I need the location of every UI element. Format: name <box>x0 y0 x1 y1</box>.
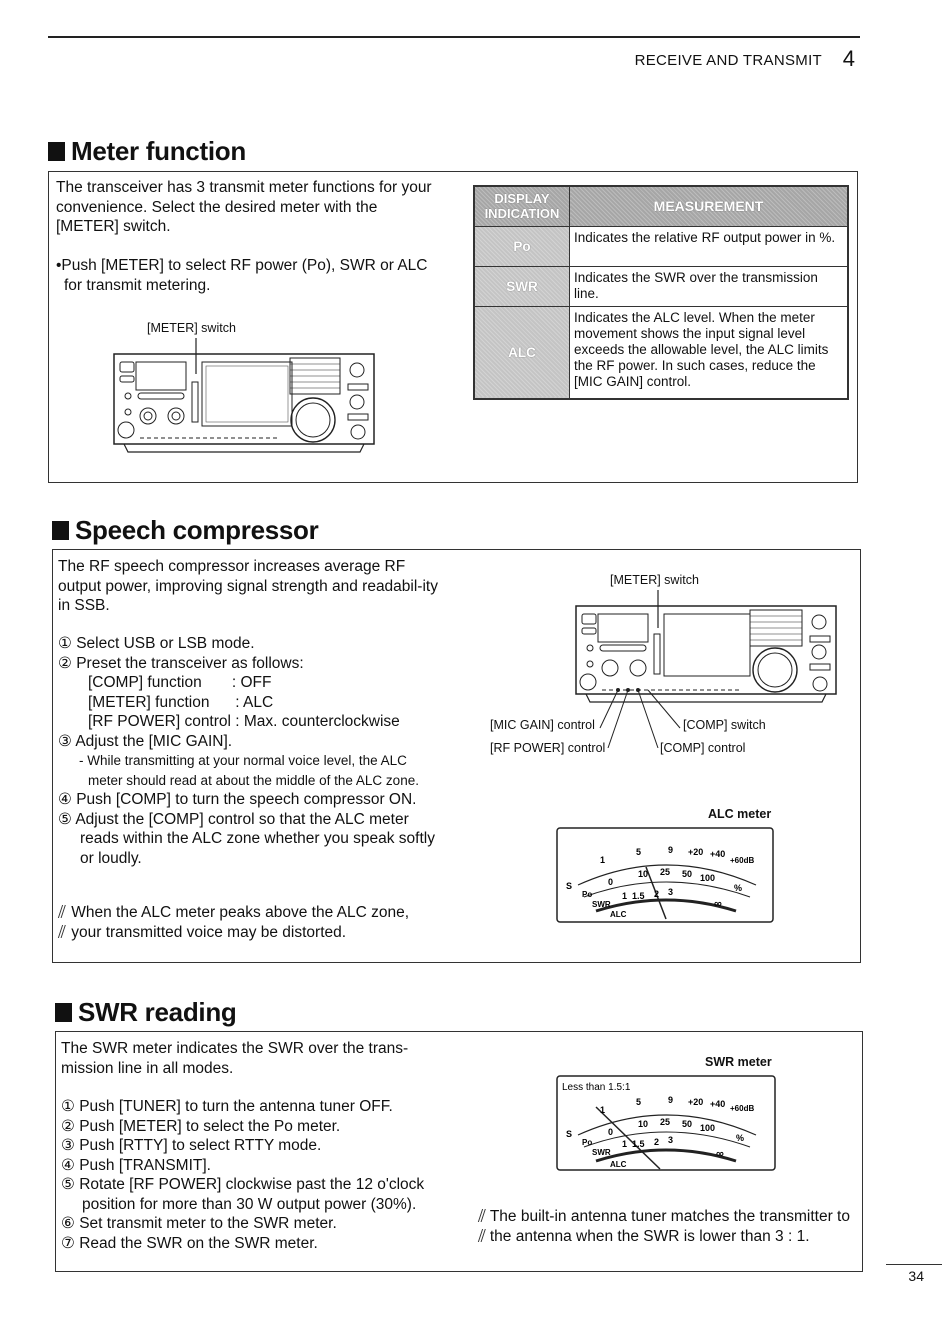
scale-alc: ALC <box>610 910 627 919</box>
chapter-number: 4 <box>842 46 855 71</box>
swr-steps <box>61 1097 446 1253</box>
section-square-icon <box>48 142 65 161</box>
table-cell-swr: SWR <box>474 266 570 306</box>
svg-text:5: 5 <box>636 1097 642 1107</box>
page-number-rule <box>886 1264 942 1265</box>
swr-step-5: ⑤ Rotate [RF POWER] clockwise past the 12 o'clock position for more than 30 W output power (30%). <box>61 1176 425 1213</box>
svg-text:Po: Po <box>582 1138 593 1147</box>
speech-note: ⫽ ⫽ When the ALC meter peaks above the ALC zone, your transmitted voice may be distorted. <box>58 902 410 942</box>
preset-rf-power: [RF POWER] control : Max. counterclockwise <box>88 713 400 730</box>
svg-text:ALC: ALC <box>610 1160 627 1169</box>
scale-po-0: 0 <box>608 877 614 887</box>
swr-step-7: ⑦ Read the SWR on the SWR meter. <box>61 1234 318 1252</box>
speech-steps <box>58 634 443 868</box>
scale-s-9: 9 <box>668 845 674 855</box>
table-cell-po-text: Indicates the relative RF output power in %. <box>570 226 849 266</box>
scale-s-60: +60dB <box>730 856 755 865</box>
svg-text:S: S <box>566 1129 573 1139</box>
section-title-speech-compressor: Speech compressor <box>52 515 318 546</box>
section-title-swr-reading: SWR reading <box>55 997 237 1028</box>
speech-step-4: ④ Push [COMP] to turn the speech compressor ON. <box>58 791 417 808</box>
scale-swr-1: 1 <box>622 891 628 901</box>
note-icon: ⫽ ⫽ <box>58 902 67 942</box>
scale-swr-2: 2 <box>654 889 660 899</box>
svg-text:1: 1 <box>622 1139 628 1149</box>
scale-po-50: 50 <box>682 869 693 879</box>
scale-po-10: 10 <box>638 869 649 879</box>
svg-text:100: 100 <box>700 1123 716 1133</box>
swr-step-3: ③ Push [RTTY] to select RTTY mode. <box>61 1137 322 1154</box>
rf-power-label: [RF POWER] control <box>490 741 606 755</box>
swr-meter-title: SWR meter <box>705 1055 772 1069</box>
scale-swr-15: 1.5 <box>632 891 645 901</box>
svg-text:1.5: 1.5 <box>632 1139 645 1149</box>
table-cell-alc: ALC <box>474 306 570 399</box>
svg-text:9: 9 <box>668 1095 674 1105</box>
scale-swr-3: 3 <box>668 887 674 897</box>
svg-text:1: 1 <box>600 1105 606 1115</box>
preset-comp: [COMP] function : OFF <box>88 674 272 691</box>
svg-text:2: 2 <box>654 1137 660 1147</box>
meter-switch-label: [METER] switch <box>147 321 236 335</box>
table-cell-po: Po <box>474 226 570 266</box>
svg-text:50: 50 <box>682 1119 693 1129</box>
alc-meter-illustration <box>556 827 776 925</box>
page-number: 34 <box>908 1268 924 1284</box>
swr-intro: The SWR meter indicates the SWR over the trans-mission line in all modes. <box>61 1040 409 1077</box>
scale-swr-inf: ∞ <box>714 898 722 910</box>
scale-po: Po <box>582 890 593 899</box>
meter-indication-table <box>473 185 849 400</box>
scale-s-40: +40 <box>710 849 726 859</box>
swr-step-1: ① Push [TUNER] to turn the antenna tuner OFF. <box>61 1098 393 1115</box>
svg-text:+40: +40 <box>710 1099 726 1109</box>
scale-s: S <box>566 881 573 891</box>
table-cell-alc-text: Indicates the ALC level. When the meter movement shows the input signal level exceeds the allowable level, the ALC limits the RF power. In such cases, reduce the [MIC GAIN] control. <box>570 306 849 399</box>
svg-text:3: 3 <box>668 1135 674 1145</box>
swr-meter-illustration <box>556 1075 778 1173</box>
scale-s-5: 5 <box>636 847 642 857</box>
alc-meter-title: ALC meter <box>708 807 772 821</box>
speech-step-3: ③ Adjust the [MIC GAIN]. <box>58 732 233 750</box>
transceiver-illustration <box>110 334 380 456</box>
swr-step-2: ② Push [METER] to select the Po meter. <box>61 1117 341 1135</box>
note-icon: ⫽ ⫽ <box>478 1206 487 1246</box>
svg-text:∞: ∞ <box>716 1148 724 1160</box>
comp-control-label: [COMP] control <box>660 741 746 755</box>
scale-swr: SWR <box>592 900 611 909</box>
svg-text:+20: +20 <box>688 1097 704 1107</box>
meter-bullet: •Push [METER] to select RF power (Po), SWR or ALC for transmit metering. <box>56 257 428 294</box>
swr-step-4: ④ Push [TRANSMIT]. <box>61 1156 211 1174</box>
svg-text:25: 25 <box>660 1117 671 1127</box>
section-square-icon <box>55 1003 72 1022</box>
swr-step-6: ⑥ Set transmit meter to the SWR meter. <box>61 1215 337 1232</box>
swr-note: ⫽ ⫽ The built-in antenna tuner matches the transmitter to the antenna when the SWR is lower than 3 : 1. <box>478 1206 850 1246</box>
scale-po-100: 100 <box>700 873 716 883</box>
table-header-measurement: MEASUREMENT <box>570 186 849 226</box>
section-title-meter-function: Meter function <box>48 136 246 167</box>
speech-step-1: ① Select USB or LSB mode. <box>58 635 255 652</box>
svg-text:%: % <box>736 1133 745 1143</box>
speech-step-3-note: - While transmitting at your normal voice level, the ALC meter should read at about the middle of the ALC zone. <box>79 753 419 788</box>
running-header: RECEIVE AND TRANSMIT <box>634 52 822 69</box>
top-rule <box>48 36 860 38</box>
swr-meter-caption: Less than 1.5:1 <box>562 1082 631 1093</box>
speech-step-2: ② Preset the transceiver as follows: <box>58 654 304 672</box>
table-cell-swr-text: Indicates the SWR over the transmission line. <box>570 266 849 306</box>
svg-text:10: 10 <box>638 1119 649 1129</box>
meter-switch-label-2: [METER] switch <box>610 573 699 587</box>
svg-text:0: 0 <box>608 1127 614 1137</box>
svg-text:SWR: SWR <box>592 1148 611 1157</box>
speech-step-5: ⑤ Adjust the [COMP] control so that the ALC meter reads within the ALC zone whether you speak softly or loudly. <box>58 810 435 867</box>
mic-gain-label: [MIC GAIN] control <box>490 718 595 732</box>
scale-s-1: 1 <box>600 855 606 865</box>
meter-intro: The transceiver has 3 transmit meter functions for your convenience. Select the desired meter with the [METER] switch. <box>56 179 432 235</box>
section-square-icon <box>52 521 69 540</box>
scale-s-20: +20 <box>688 847 704 857</box>
scale-po-25: 25 <box>660 867 671 877</box>
preset-meter: [METER] function : ALC <box>88 693 274 711</box>
speech-intro: The RF speech compressor increases average RF output power, improving signal strength and readabil-ity in SSB. <box>58 558 438 614</box>
table-header-display: DISPLAY INDICATION <box>474 186 570 226</box>
scale-po-pct: % <box>734 883 743 893</box>
comp-switch-label: [COMP] switch <box>683 718 766 732</box>
svg-text:+60dB: +60dB <box>730 1104 755 1113</box>
